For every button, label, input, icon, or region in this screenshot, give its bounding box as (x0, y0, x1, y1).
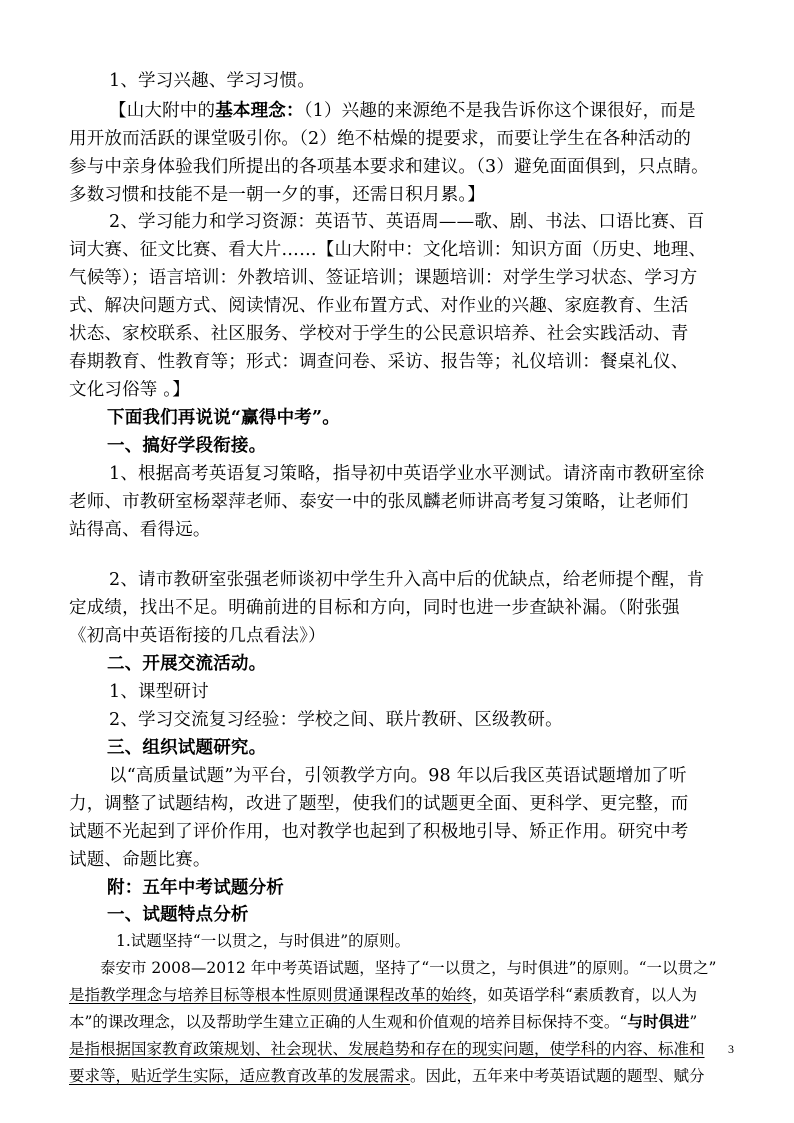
appendix-heading: 附：五年中考试题分析 (107, 878, 284, 898)
text-line-7: 词大赛、征文比赛、看大片……【山大附中：文化培训：知识方面（历史、地理、 (69, 240, 707, 260)
text-line-4: 参与中亲身体验我们所提出的各项基本要求和建议。（3）避免面面俱到，只点睛。 (69, 157, 709, 177)
section-heading-2: 二、开展交流活动。 (107, 654, 267, 674)
text-line-35: 是指根据国家教育政策规划、社会现状、发展趋势和存在的现实问题，使学科的内容、标准和 (69, 1040, 705, 1058)
text-line-17: 站得高、看得远。 (69, 520, 211, 540)
text-line-3: 用开放而活跃的课堂吸引你。（2）绝不枯燥的提要求，而要让学生在各种活动的 (69, 129, 692, 149)
text-line-19: 定成绩，找出不足。明确前进的目标和方向，同时也进一步查缺补漏。（附张强 (69, 598, 680, 618)
appendix-subheading: 一、试题特点分析 (107, 905, 249, 925)
text-line-9: 式、解决问题方式、阅读情况、作业布置方式、对作业的兴趣、家庭教育、生活 (69, 296, 689, 316)
text-line-12: 文化习俗等 。】 (69, 380, 190, 400)
text-line-6: 2、学习能力和学习资源：英语节、英语周——歌、剧、书法、口语比赛、百 (109, 212, 705, 232)
text-line-20: 《初高中英语衔接的几点看法》） (69, 626, 326, 646)
text-line-18: 2、请市教研室张强老师谈初中学生升入高中后的优缺点，给老师提个醒，肯 (109, 570, 705, 590)
text-line-23: 2、学习交流复习经验：学校之间、联片教研、区级教研。 (109, 710, 563, 730)
text-line-8: 气候等）；语言培训：外教培训、签证培训；课题培训：对学生学习状态、学习方 (69, 268, 698, 288)
text-line-33: 是指教学理念与培养目标等根本性原则贯通课程改革的始终，如英语学科“素质教育，以人为 (69, 986, 697, 1004)
section-heading-1: 一、搞好学段衔接。 (107, 436, 267, 456)
text-line-1: 1、学习兴趣、学习习惯。 (109, 71, 316, 91)
text-line-11: 春期教育、性教育等；形式：调查问卷、采访、报告等；礼仪培训：餐桌礼仪、 (69, 352, 689, 372)
text-line-10: 状态、家校联系、社区服务、学校对于学生的公民意识培养、社会实践活动、青 (69, 324, 689, 344)
text-line-28: 试题、命题比赛。 (69, 850, 211, 870)
text-line-36: 要求等，贴近学生实际，适应教育改革的发展需求。因此，五年来中考英语试题的题型、赋分 (69, 1067, 705, 1085)
section-heading-3: 三、组织试题研究。 (107, 738, 267, 758)
text-line-25: 以“高质量试题”为平台，引领教学方向。98 年以后我区英语试题增加了听 (109, 766, 687, 786)
text-line-5: 多数习惯和技能不是一朝一夕的事，还需日积月累。】 (69, 185, 486, 205)
text-line-22: 1、课型研讨 (109, 682, 209, 702)
text-line-31: 1.试题坚持“一以贯之，与时俱进”的原则。 (116, 932, 411, 950)
text-line-34: 本”的课改理念，以及帮助学生建立正确的人生观和价值观的培养目标保持不变。“与时俱进” (69, 1012, 698, 1031)
text-line-27: 试题不光起到了评价作用，也对教学也起到了积极地引导、矫正作用。研究中考 (69, 822, 689, 842)
text-line-2: 【山大附中的基本理念：（1）兴趣的来源绝不是我告诉你这个课很好，而是 (109, 101, 696, 121)
text-line-16: 老师、市教研室杨翠萍老师、泰安一中的张凤麟老师讲高考复习策略，让老师们 (69, 492, 689, 512)
text-line-15: 1、根据高考英语复习策略，指导初中英语学业水平测试。请济南市教研室徐 (109, 464, 705, 484)
section-heading-intro: 下面我们再说说“赢得中考”。 (107, 408, 340, 428)
text-line-32: 泰安市 2008—2012 年中考英语试题，坚持了“一以贯之，与时俱进”的原则。“一以贯之” (100, 959, 717, 977)
text-line-26: 力，调整了试题结构，改进了题型，使我们的试题更全面、更科学、更完整，而 (69, 794, 689, 814)
page-number: 3 (728, 1042, 734, 1056)
